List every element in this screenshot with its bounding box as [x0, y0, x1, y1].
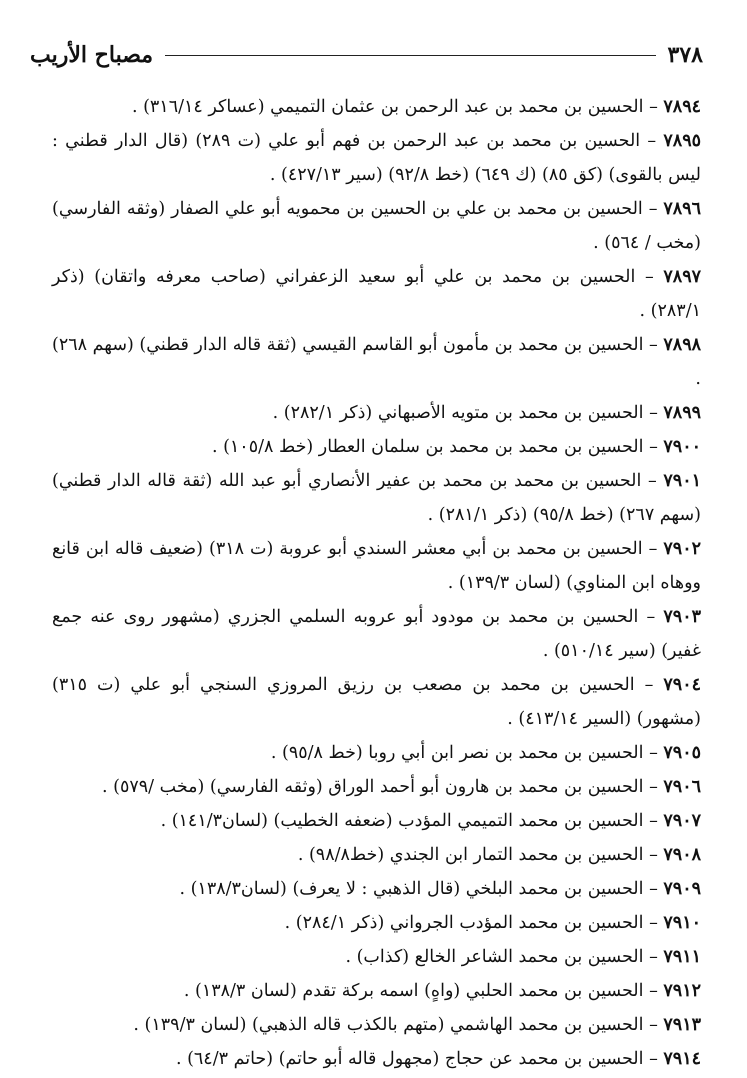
entry-number: ٧٨٩٧ [663, 267, 701, 287]
entry-number: ٧٩١٤ [663, 1049, 701, 1069]
entry: ٧٨٩٥ – الحسين بن محمد بن عبد الرحمن بن فهم أبو علي (ت ٢٨٩) (قال الدار قطني : ليس بالقوى) (كق ٨٥) (ك ٦٤٩) (خط ٩٢/٨) (سير ٤٢٧/١٣) . [52, 131, 701, 185]
entry-number: ٧٩١٠ [663, 913, 701, 933]
entry-number: ٧٩١٣ [663, 1015, 701, 1035]
entry-text: الحسين بن محمد المؤدب الجرواني (ذكر ٢٨٤/١) . [284, 913, 644, 933]
entry-text: الحسين بن محمد بن مودود أبو عروبه السلمي الجزري (مشهور روى عنه جمع غفير) (سير ٥١٠/١٤) . [52, 607, 701, 661]
entry: ٧٩٠٨ – الحسين بن محمد التمار ابن الجندي (خط٩٨/٨) . [297, 845, 701, 865]
entries-list [52, 90, 701, 1076]
entry-number: ٧٩١٢ [663, 981, 701, 1001]
entry-number: ٧٨٩٦ [663, 199, 701, 219]
entry-number: ٧٩٠٠ [663, 437, 701, 457]
entry-number: ٧٩٠١ [663, 471, 701, 491]
entry: ٧٩٠١ – الحسين بن محمد بن محمد بن عفير الأنصاري أبو عبد الله (ثقة قاله الدار قطني) (سهم ٢٦٧) (خط ٩٥/٨) (ذكر ٢٨١/١) . [52, 471, 701, 525]
page-header [30, 38, 703, 72]
entry-text: الحسين بن محمد عن حجاج (مجهول قاله أبو حاتم) (حاتم ٦٤/٣) . [175, 1049, 644, 1069]
entry-text: الحسين بن محمد بن علي بن الحسين بن محمويه أبو علي الصفار (وثقه الفارسي) (مخب / ٥٦٤) . [52, 199, 701, 253]
entry-number: ٧٩٠٢ [663, 539, 701, 559]
entry: ٧٨٩٩ – الحسين بن محمد بن متويه الأصبهاني (ذكر ٢٨٢/١) . [272, 403, 701, 423]
entry: ٧٩١٠ – الحسين بن محمد المؤدب الجرواني (ذكر ٢٨٤/١) . [284, 913, 701, 933]
entry: ٧٨٩٦ – الحسين بن محمد بن علي بن الحسين بن محمويه أبو علي الصفار (وثقه الفارسي) (مخب / ٥٦٤) . [52, 199, 701, 253]
entry-number: ٧٩٠٣ [663, 607, 701, 627]
book-title: مصباح الأريب [30, 42, 154, 68]
entry: ٧٨٩٤ – الحسين بن محمد بن عبد الرحمن بن عثمان التميمي (عساكر ٣١٦/١٤) . [131, 97, 701, 117]
entry-text: الحسين بن محمد الحلبي (واهٍ) اسمه بركة تقدم (لسان ١٣٨/٣) . [183, 981, 644, 1001]
entry: ٧٨٩٨ – الحسين بن محمد بن مأمون أبو القاسم القيسي (ثقة قاله الدار قطني) (سهم ٢٦٨) . [52, 335, 701, 389]
entry-number: ٧٩٠٤ [663, 675, 701, 695]
entry: ٧٩٠٥ – الحسين بن محمد بن نصر ابن أبي روبا (خط ٩٥/٨) . [270, 743, 701, 763]
entry-text: الحسين بن محمد التمار ابن الجندي (خط٩٨/٨) . [297, 845, 644, 865]
entry: ٧٩٠٤ – الحسين بن محمد بن مصعب بن رزيق المروزي السنجي أبو علي (ت ٣١٥) (مشهور) (السير ٤١٣/١٤) . [52, 675, 701, 729]
entry: ٧٩١١ – الحسين بن محمد الشاعر الخالع (كذاب) . [345, 947, 701, 967]
entry-number: ٧٨٩٤ [663, 97, 701, 117]
entry-number: ٧٨٩٩ [663, 403, 701, 423]
header-rule [165, 55, 655, 56]
entry-number: ٧٩٠٩ [663, 879, 701, 899]
entry-text: الحسين بن محمد بن عبد الرحمن بن عثمان التميمي (عساكر ٣١٦/١٤) . [131, 97, 644, 117]
entry: ٧٩١٣ – الحسين بن محمد الهاشمي (متهم بالكذب قاله الذهبي) (لسان ١٣٩/٣) . [133, 1015, 701, 1035]
entry: ٧٩١٤ – الحسين بن محمد عن حجاج (مجهول قاله أبو حاتم) (حاتم ٦٤/٣) . [175, 1049, 701, 1069]
entry: ٧٩٠٧ – الحسين بن محمد التميمي المؤدب (ضعفه الخطيب) (لسان١٤١/٣) . [160, 811, 701, 831]
entry-text: الحسين بن محمد بن مأمون أبو القاسم القيسي (ثقة قاله الدار قطني) (سهم ٢٦٨) . [52, 335, 701, 389]
entry-text: الحسين بن محمد البلخي (قال الذهبي : لا يعرف) (لسان١٣٨/٣) . [179, 879, 644, 899]
entry-number: ٧٩٠٨ [663, 845, 701, 865]
entry-number: ٧٩١١ [663, 947, 701, 967]
entry: ٧٩٠٠ – الحسين بن محمد بن محمد بن سلمان العطار (خط ١٠٥/٨) . [211, 437, 701, 457]
entry: ٧٩٠٣ – الحسين بن محمد بن مودود أبو عروبه السلمي الجزري (مشهور روى عنه جمع غفير) (سير ٥١٠/١٤) . [52, 607, 701, 661]
entry-text: الحسين بن محمد بن محمد بن سلمان العطار (خط ١٠٥/٨) . [211, 437, 644, 457]
entry-text: الحسين بن محمد بن عبد الرحمن بن فهم أبو علي (ت ٢٨٩) (قال الدار قطني : ليس بالقوى) (كق ٨٥) (ك ٦٤٩) (خط ٩٢/٨) (سير ٤٢٧/١٣) . [52, 131, 701, 185]
entry: ٧٩٠٩ – الحسين بن محمد البلخي (قال الذهبي : لا يعرف) (لسان١٣٨/٣) . [179, 879, 701, 899]
entry-number: ٧٩٠٧ [663, 811, 701, 831]
entry-text: الحسين بن محمد بن علي أبو سعيد الزعفراني (صاحب معرفه واتقان) (ذكر ٢٨٣/١) . [52, 267, 701, 321]
entry-text: الحسين بن محمد بن مصعب بن رزيق المروزي السنجي أبو علي (ت ٣١٥) (مشهور) (السير ٤١٣/١٤) . [52, 675, 701, 729]
entry: ٧٩٠٦ – الحسين بن محمد بن هارون أبو أحمد الوراق (وثقه الفارسي) (مخب /٥٧٩) . [102, 777, 701, 797]
entry-text: الحسين بن محمد الشاعر الخالع (كذاب) . [345, 947, 644, 967]
page-number: ٣٧٨ [667, 42, 703, 68]
entry-number: ٧٨٩٥ [663, 131, 701, 151]
entry-number: ٧٩٠٥ [663, 743, 701, 763]
entry-number: ٧٨٩٨ [663, 335, 701, 355]
entry: ٧٩١٢ – الحسين بن محمد الحلبي (واهٍ) اسمه بركة تقدم (لسان ١٣٨/٣) . [183, 981, 701, 1001]
entry: ٧٨٩٧ – الحسين بن محمد بن علي أبو سعيد الزعفراني (صاحب معرفه واتقان) (ذكر ٢٨٣/١) . [52, 267, 701, 321]
entry-text: الحسين بن محمد الهاشمي (متهم بالكذب قاله الذهبي) (لسان ١٣٩/٣) . [133, 1015, 644, 1035]
entry-number: ٧٩٠٦ [663, 777, 701, 797]
entry-text: الحسين بن محمد التميمي المؤدب (ضعفه الخطيب) (لسان١٤١/٣) . [160, 811, 644, 831]
entry-text: الحسين بن محمد بن هارون أبو أحمد الوراق (وثقه الفارسي) (مخب /٥٧٩) . [102, 777, 644, 797]
entry-text: الحسين بن محمد بن محمد بن عفير الأنصاري أبو عبد الله (ثقة قاله الدار قطني) (سهم ٢٦٧) (خط ٩٥/٨) (ذكر ٢٨١/١) . [52, 471, 701, 525]
entry-text: الحسين بن محمد بن نصر ابن أبي روبا (خط ٩٥/٨) . [270, 743, 644, 763]
entry-text: الحسين بن محمد بن أبي معشر السندي أبو عروبة (ت ٣١٨) (ضعيف قاله ابن قانع ووهاه ابن المناوي) (لسان ١٣٩/٣) . [52, 539, 701, 593]
entry: ٧٩٠٢ – الحسين بن محمد بن أبي معشر السندي أبو عروبة (ت ٣١٨) (ضعيف قاله ابن قانع ووهاه ابن المناوي) (لسان ١٣٩/٣) . [52, 539, 701, 593]
entry-text: الحسين بن محمد بن متويه الأصبهاني (ذكر ٢٨٢/١) . [272, 403, 644, 423]
